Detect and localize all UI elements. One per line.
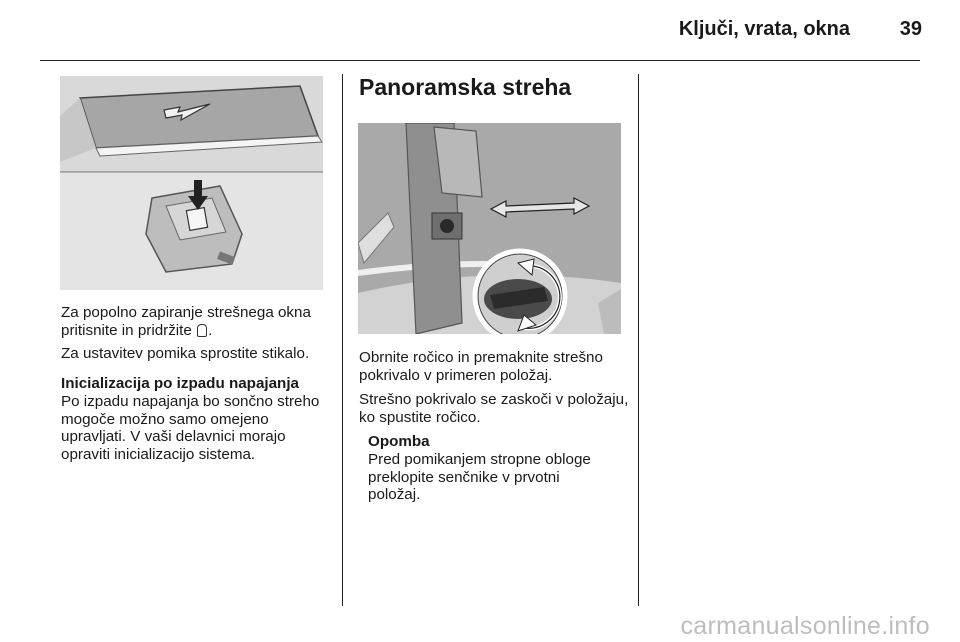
left-subheading-initialization: Inicializacija po izpadu napajanja — [61, 375, 300, 392]
watermark: carmanualsonline.info — [680, 612, 930, 640]
left-paragraph-initialization: Po izpadu napajanja bo sončno streho mogoče možno samo omejeno upravljati. V vaši delavnici morajo opraviti inicializacijo sistema. — [61, 393, 320, 463]
page-header-title: Ključi, vrata, okna — [678, 18, 850, 40]
left-paragraph-close-roof — [61, 304, 326, 339]
left-paragraph-1-end: . — [208, 321, 213, 339]
header-rule — [40, 60, 920, 61]
sunroof-key-illustration — [60, 76, 323, 290]
middle-paragraph-turn-crank: Obrnite ročico in premaknite strešno pokrivalo v primeren položaj. — [359, 349, 603, 384]
left-paragraph-1-text: Za popolno zapiranje strešnega okna pritisnite in pridržite — [61, 304, 311, 339]
middle-paragraph-roof-locks: Strešno pokrivalo se zaskoči v položaju, ko spustite ročico. — [359, 391, 629, 426]
left-paragraph-stop-movement: Za ustavitev pomika sprostite stikalo. — [61, 345, 310, 362]
column-divider-left — [342, 74, 343, 606]
panoramic-roof-crank-illustration — [358, 123, 621, 334]
note-heading: Opomba — [368, 433, 430, 450]
note-text: Pred pomikanjem stropne obloge preklopite senčnike v prvotni položaj. — [368, 451, 591, 503]
column-divider-right — [638, 74, 639, 606]
page-number: 39 — [899, 18, 922, 40]
section-heading-panoramic-roof: Panoramska streha — [359, 74, 572, 100]
key-fob-close-button-icon — [197, 324, 207, 337]
panoramic-roof-figure — [358, 123, 621, 334]
sunroof-key-figure — [60, 76, 323, 290]
